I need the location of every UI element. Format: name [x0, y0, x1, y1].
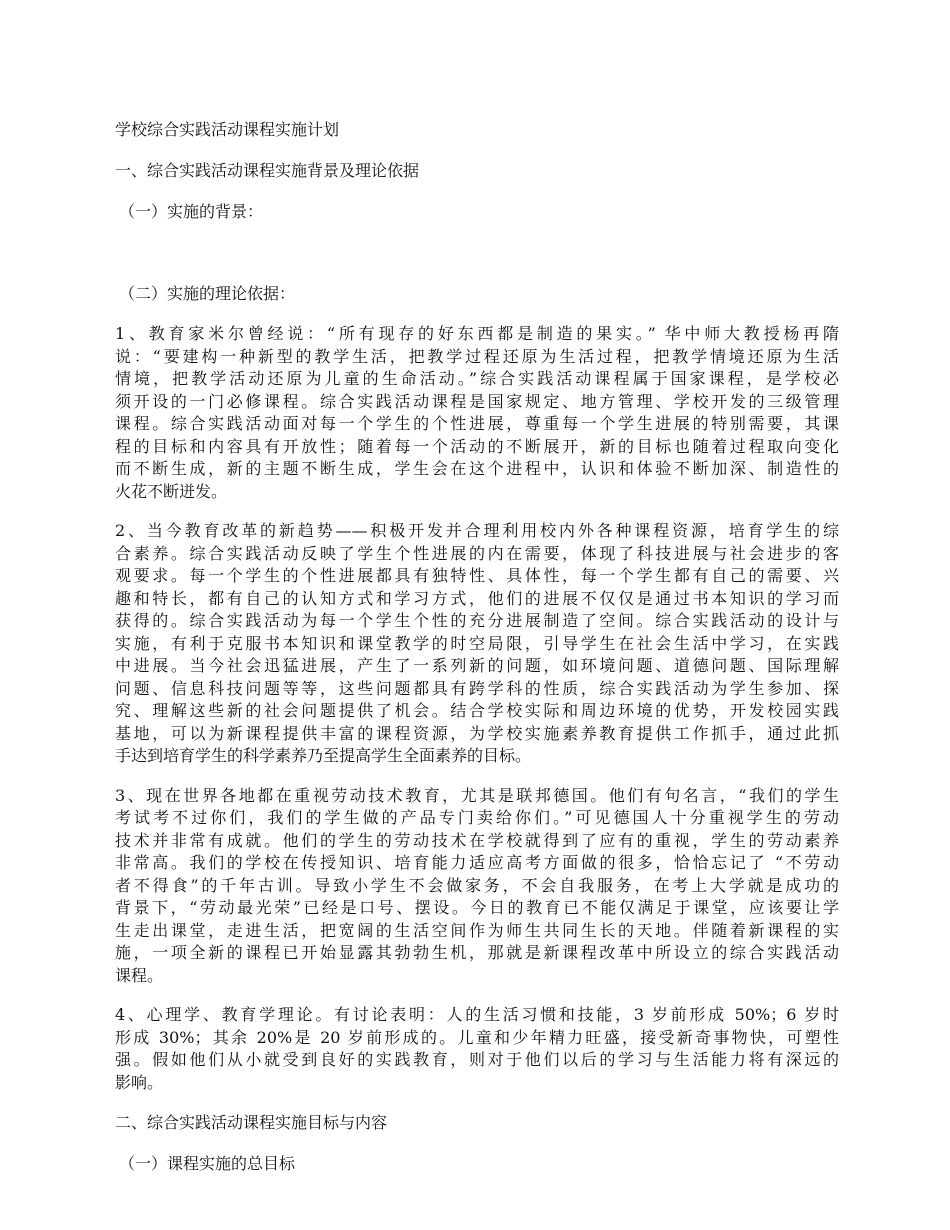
paragraph-line: 3、现在世界各地都在重视劳动技术教育，尤其是联邦德国。他们有句名言，“我们的学生	[115, 785, 839, 805]
paragraph-1	[115, 323, 839, 503]
section-1-sub-theory: （二）实施的理论依据：	[119, 284, 296, 303]
paragraph-3	[115, 785, 839, 988]
paragraph-line: 程的目标和内容具有开放性；随着每一个活动的不断展开，新的目标也随着过程取向变化	[115, 436, 839, 456]
paragraph-line: 考试考不过你们，我们的学生做的产品专门卖给你们。”可见德国人十分重视学生的劳动	[115, 808, 839, 827]
paragraph-line: 观要求。每一个学生的个性进展都具有独特性、具体性，每一个学生都有自己的需要、兴	[115, 566, 839, 585]
paragraph-line: 4、心理学、教育学理论。有讨论表明：人的生活习惯和技能，3 岁前形成 50%；6 岁时	[115, 1005, 839, 1024]
paragraph-line: 手达到培育学生的科学素养乃至提高学生全面素养的目标。	[115, 746, 532, 765]
paragraph-line: 课程。综合实践活动面对每一个学生的个性进展，尊重每一个学生进展的特别需要，其课	[115, 414, 839, 433]
paragraph-line: 问题、信息科技问题等等，这些问题都具有跨学科的性质，综合实践活动为学生参加、探	[115, 678, 839, 698]
paragraph-line: 形成 30%；其余 20%是 20 岁前形成的。儿童和少年精力旺盛，接受新奇事物快，可塑性	[115, 1027, 839, 1047]
paragraph-line: 须开设的一门必修课程。综合实践活动课程是国家规定、地方管理、学校开发的三级管理	[115, 391, 839, 411]
paragraph-line: 强。假如他们从小就受到良好的实践教育，则对于他们以后的学习与生活能力将有深远的	[115, 1050, 839, 1069]
paragraph-line: 影响。	[115, 1072, 164, 1092]
document-page	[115, 118, 839, 1193]
paragraph-line: 课程。	[115, 965, 164, 985]
paragraph-line: 火花不断迸发。	[115, 481, 228, 501]
paragraph-line: 情境，把教学活动还原为儿童的生命活动。”综合实践活动课程属于国家课程，是学校必	[115, 369, 839, 388]
paragraph-line: 趣和特长，都有自己的认知方式和学习方式，他们的进展不仅仅是通过书本知识的学习而	[115, 588, 839, 608]
paragraph-line: 非常高。我们的学校在传授知识、培育能力适应高考方面做的很多，恰恰忘记了 “不劳动	[115, 853, 839, 872]
paragraph-line: 者不得食”的千年古训。导致小学生不会做家务，不会自我服务，在考上大学就是成功的	[115, 875, 839, 895]
paragraph-line: 中进展。当今社会迅猛进展，产生了一系列新的问题，如环境问题、道德问题、国际理解	[115, 656, 839, 675]
paragraph-2	[115, 520, 839, 768]
paragraph-line: 而不断生成，新的主题不断生成，学生会在这个进程中，认识和体验不断加深、制造性的	[115, 459, 839, 478]
section-2-sub-goals: （一）课程实施的总目标	[119, 1154, 296, 1173]
paragraph-line: 获得的。综合实践活动为每一个学生个性的充分进展制造了空间。综合实践活动的设计与	[115, 611, 839, 630]
paragraph-4	[115, 1004, 839, 1094]
paragraph-line: 说：“要建构一种新型的教学生活，把教学过程还原为生活过程，把教学情境还原为生活	[115, 346, 839, 366]
paragraph-line: 基地，可以为新课程提供丰富的课程资源，为学校实施素养教育提供工作抓手，通过此抓	[115, 723, 839, 743]
paragraph-line: 施，一项全新的课程已开始显露其勃勃生机，那就是新课程改革中所设立的综合实践活动	[115, 943, 839, 962]
paragraph-line: 2、当今教育改革的新趋势——积极开发并合理利用校内外各种课程资源，培育学生的综	[115, 521, 839, 540]
paragraph-line: 技术并非常有成就。他们的学生的劳动技术在学校就得到了应有的重视，学生的劳动素养	[115, 830, 839, 850]
paragraph-line: 合素养。综合实践活动反映了学生个性进展的内在需要，体现了科技进展与社会进步的客	[115, 543, 839, 563]
paragraph-line: 背景下，“劳动最光荣”已经是口号、摆设。今日的教育已不能仅满足于课堂，应该要让学	[115, 898, 839, 917]
document-title: 学校综合实践活动课程实施计划	[115, 120, 340, 139]
paragraph-line: 生走出课堂，走进生活，把宽阔的生活空间作为师生共同生长的天地。伴随着新课程的实	[115, 920, 839, 940]
paragraph-line: 究、理解这些新的社会问题提供了机会。结合学校实际和周边环境的优势，开发校园实践	[115, 701, 839, 720]
section-2-heading: 二、综合实践活动课程实施目标与内容	[115, 1113, 388, 1132]
paragraph-line: 实施，有利于克服书本知识和课堂教学的时空局限，引导学生在社会生活中学习，在实践	[115, 633, 839, 653]
section-1-heading: 一、综合实践活动课程实施背景及理论依据	[115, 161, 420, 180]
paragraph-line: 1、教育家米尔曾经说：“所有现存的好东西都是制造的果实。” 华中师大教授杨再隋	[115, 324, 839, 343]
section-1-sub-background: （一）实施的背景：	[119, 202, 264, 221]
